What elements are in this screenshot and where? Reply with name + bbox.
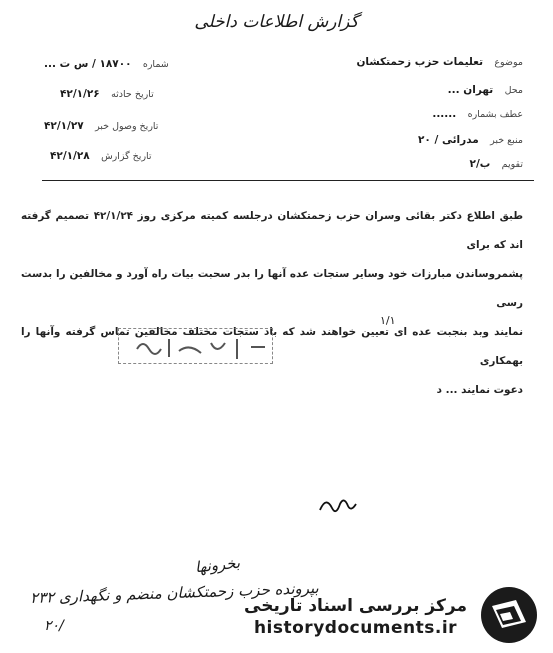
field-reference-value: ...... <box>432 108 457 120</box>
field-receipt-date <box>44 120 158 132</box>
field-evaluation <box>470 158 523 170</box>
field-reference-label: عطف بشماره <box>467 109 523 120</box>
stamp-scribble-icon <box>119 329 272 363</box>
field-subject-label: موضوع <box>494 57 523 68</box>
field-incident-date <box>60 88 154 100</box>
field-subject-value: تعلیمات حزب زحمتکشان <box>356 56 484 68</box>
field-source-label: منبع خبر <box>490 135 523 146</box>
field-subject <box>356 56 523 68</box>
watermark-line-2: historydocuments.ir <box>253 618 458 638</box>
field-number <box>44 58 169 70</box>
field-report-date-label: تاریخ گزارش <box>101 151 152 162</box>
body-line: پشمروساندن مبارزات خود وسایر ستجات عده آنها را بدر سحبت بیات راه آورد و مخالفین را بدست رسی <box>21 268 523 309</box>
watermark <box>244 596 467 638</box>
field-receipt-date-label: تاریخ وصول خبر <box>95 121 159 132</box>
field-report-date <box>50 150 152 162</box>
field-source <box>418 134 523 146</box>
watermark-line-1: مرکز بررسی اسناد تاریخی <box>244 596 467 616</box>
page-marker: ۱/۱ <box>380 314 396 327</box>
field-evaluation-value: ب/۲ <box>469 158 491 170</box>
handwritten-note-2: بپرونده حزب زحمتکشان منضم و نگهداری ۲۳۲ <box>29 578 319 608</box>
field-source-value: مدرائی / ۲۰ <box>418 134 479 146</box>
stamp-box <box>118 328 273 364</box>
handwritten-note-1: بخرونها <box>194 553 241 577</box>
body-line: دعوت نمایند ... د <box>436 384 523 396</box>
field-receipt-date-value: ۴۲/۱/۲۷ <box>44 120 84 132</box>
report-title: گزارش اطلاعات داخلی <box>194 12 359 32</box>
field-incident-date-label: تاریخ حادثه <box>111 89 154 100</box>
field-place-label: محل <box>504 85 523 96</box>
signature-icon <box>316 494 360 518</box>
body-line: نمایند وبد بنجبت عده ای تعیین خواهند شد که باد ستجات مختلف مخالفین تماس گرفته وآنها را بهمکاری <box>21 326 523 367</box>
field-evaluation-label: تقویم <box>501 159 523 170</box>
field-place <box>448 84 523 96</box>
handwritten-note-3: ۲۰/ <box>44 618 64 634</box>
field-number-label: شماره <box>142 59 169 70</box>
header-divider <box>42 180 534 181</box>
field-reference <box>432 108 523 120</box>
report-body <box>21 202 523 405</box>
field-number-value: ۱۸۷۰۰ / س ت ... <box>44 58 132 70</box>
field-place-value: تهران ... <box>447 84 494 96</box>
archive-logo-icon <box>478 584 540 646</box>
body-line: طبق اطلاع دکتر بقائی وسران حزب زحمتکشان درجلسه کمیته مرکزی روز ۴۲/۱/۲۴ تصمیم گرفته اند که برای <box>21 210 523 251</box>
field-report-date-value: ۴۲/۱/۲۸ <box>50 150 90 162</box>
field-incident-date-value: ۴۲/۱/۲۶ <box>60 88 100 100</box>
